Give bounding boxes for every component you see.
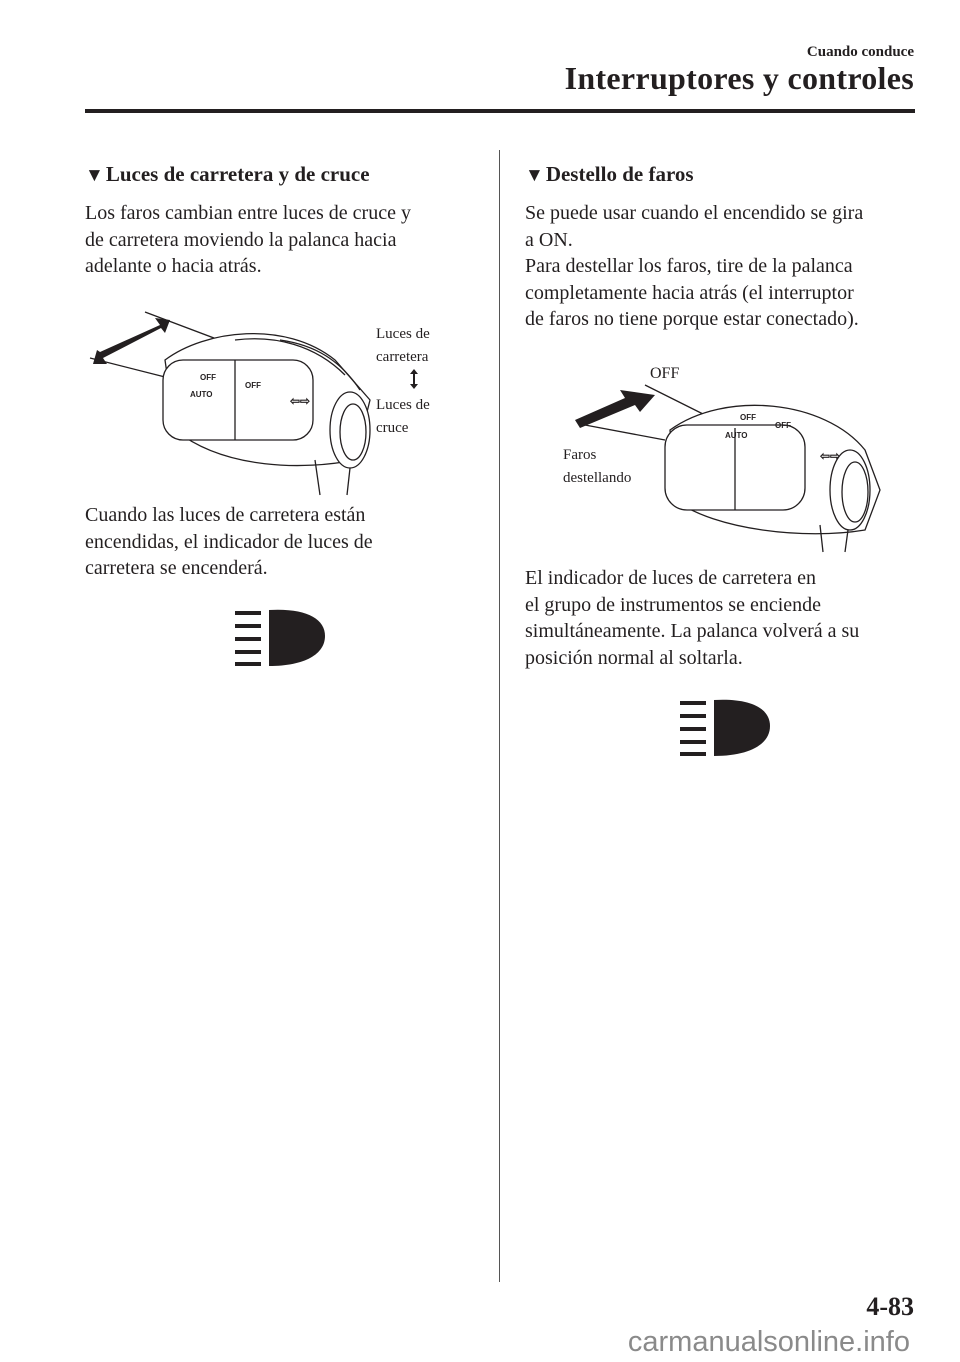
column-divider <box>499 150 500 1282</box>
text-line: de faros no tiene porque estar conectado). <box>525 308 859 330</box>
page-title: Interruptores y controles <box>564 60 914 96</box>
text-line: Los faros cambian entre luces de cruce y <box>85 202 411 224</box>
svg-text:OFF: OFF <box>775 421 791 430</box>
text-line: carretera se encenderá. <box>85 557 268 579</box>
label-high-beam <box>376 323 430 369</box>
paragraph-indicator-right <box>525 565 905 671</box>
heading-flash-to-pass <box>525 162 694 187</box>
section-name: Cuando conduce <box>806 44 914 60</box>
text-line: simultáneamente. La palanca volverá a su <box>525 620 860 642</box>
high-beam-indicator-icon <box>680 698 772 758</box>
paragraph-indicator-left <box>85 502 465 582</box>
text-line: cruce <box>376 420 409 436</box>
text-line: a ON. <box>525 228 573 251</box>
headlight-lever-illustration <box>85 300 385 500</box>
svg-text:⇦⇨: ⇦⇨ <box>820 449 841 463</box>
heading-text: Luces de carretera y de cruce <box>105 162 370 186</box>
label-flashing <box>563 444 631 490</box>
svg-text:OFF: OFF <box>740 413 756 422</box>
text-line: posición normal al soltarla. <box>525 646 743 669</box>
label-low-beam <box>376 394 430 440</box>
text-line: Se puede usar cuando el encendido se gira <box>525 202 864 224</box>
text-line: Faros <box>563 447 597 463</box>
svg-text:⇦⇨: ⇦⇨ <box>290 394 311 408</box>
svg-text:OFF: OFF <box>245 381 261 390</box>
text-line: encendidas, el indicador de luces de <box>85 530 373 553</box>
text-line: El indicador de luces de carretera en <box>525 567 816 589</box>
svg-text:AUTO: AUTO <box>190 390 213 399</box>
label-off: OFF <box>650 365 680 382</box>
triangle-bullet-icon: ▼ <box>525 165 544 186</box>
header-rule <box>85 109 915 113</box>
watermark: carmanualsonline.info <box>627 1326 910 1358</box>
text-line: Luces de <box>376 326 430 342</box>
text-line: adelante o hacia atrás. <box>85 255 262 277</box>
triangle-bullet-icon: ▼ <box>85 165 104 186</box>
text-line: Cuando las luces de carretera están <box>85 504 366 526</box>
svg-text:OFF: OFF <box>200 373 216 382</box>
paragraph-intro-left <box>85 200 465 280</box>
heading-high-low-beam <box>85 162 370 187</box>
double-arrow-icon <box>408 368 420 390</box>
text-line: completamente hacia atrás (el interruptor <box>525 281 854 304</box>
text-line: el grupo de instrumentos se enciende <box>525 593 822 616</box>
high-beam-indicator-icon <box>235 608 327 668</box>
text-line: Para destellar los faros, tire de la palanca <box>525 255 853 277</box>
heading-text: Destello de faros <box>545 162 694 186</box>
text-line: de carretera moviendo la palanca hacia <box>85 228 397 251</box>
svg-text:AUTO: AUTO <box>725 431 748 440</box>
text-line: carretera <box>376 349 429 365</box>
page-number: 4-83 <box>866 1292 914 1321</box>
text-line: destellando <box>563 470 632 486</box>
paragraph-intro-right <box>525 200 905 333</box>
text-line: Luces de <box>376 397 430 413</box>
